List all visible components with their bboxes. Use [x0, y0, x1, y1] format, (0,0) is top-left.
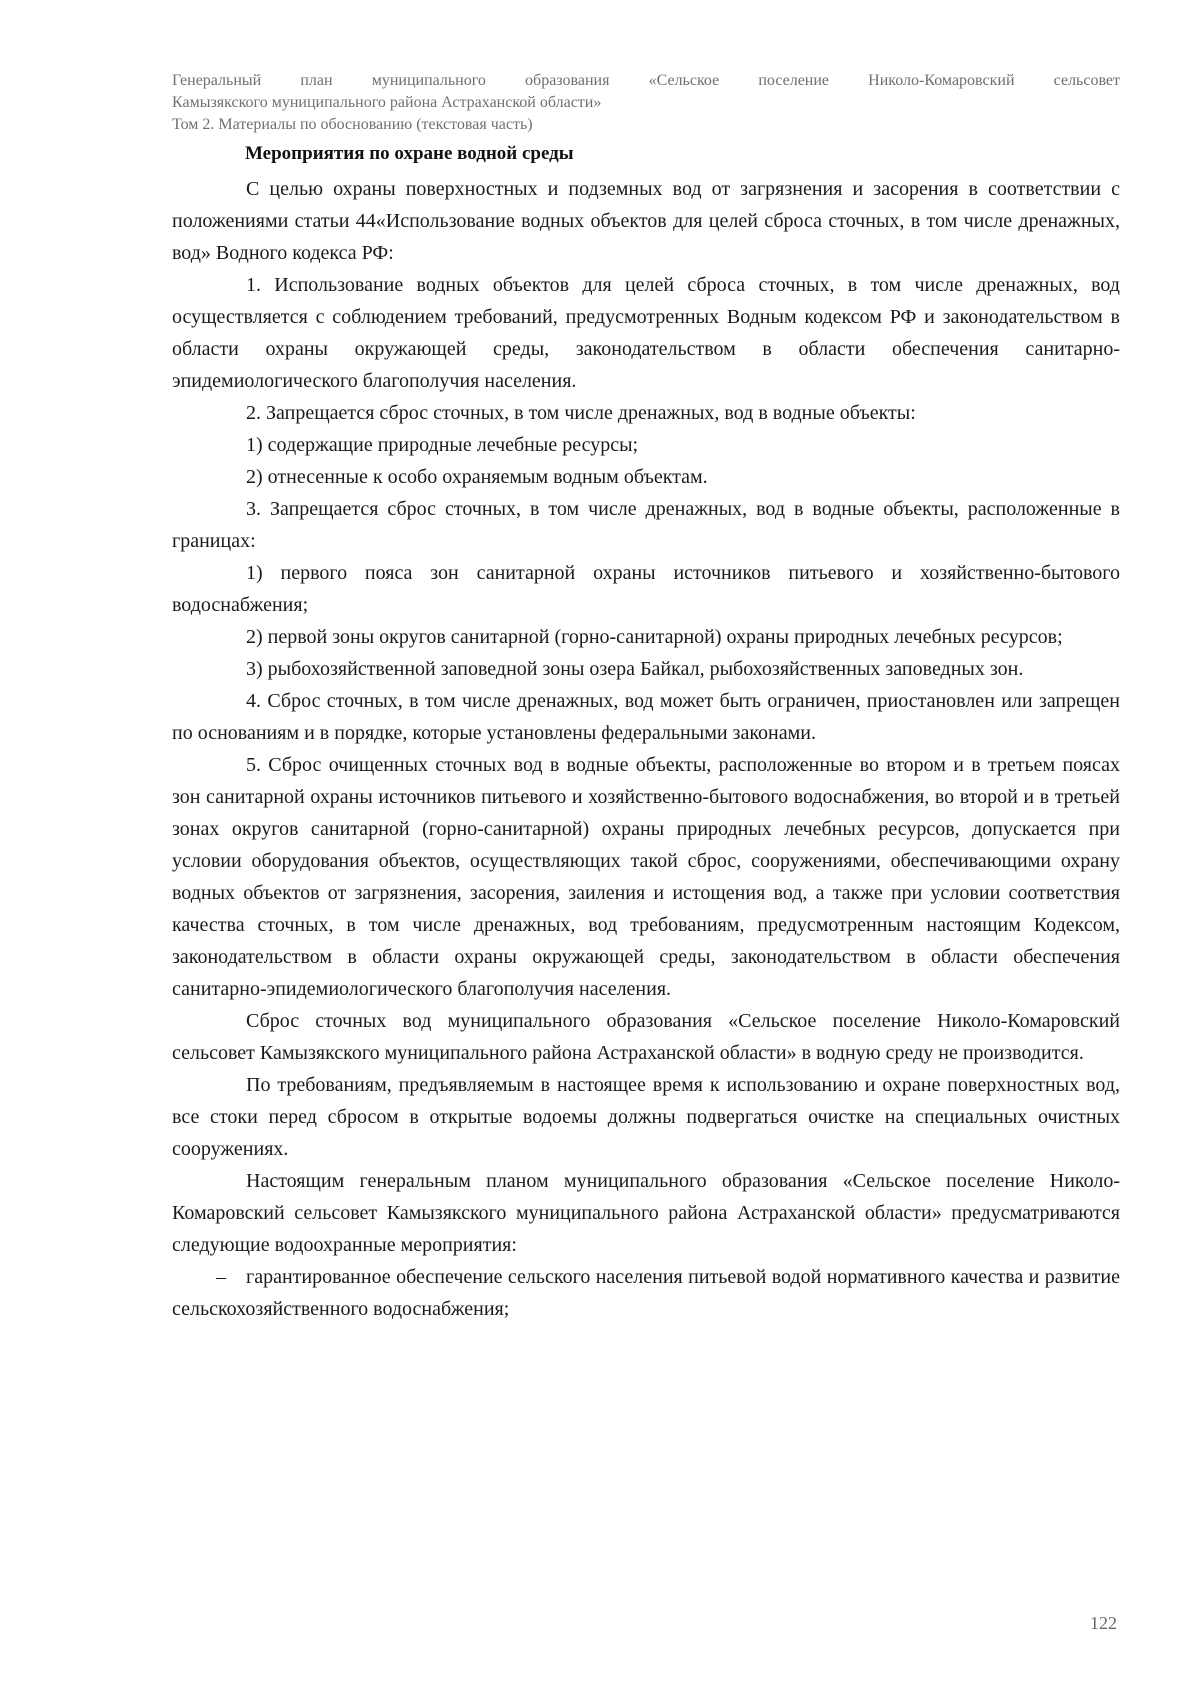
paragraph: 3) рыбохозяйственной заповедной зоны озера Байкал, рыбохозяйственных заповедных зон. — [246, 658, 1024, 680]
paragraph: 2) первой зоны округов санитарной (горно-санитарной) охраны природных лечебных ресурсов; — [246, 626, 1063, 648]
paragraph: Настоящим генеральным планом муниципального образования «Сельское поселение Николо-Комаровский сельсовет Камызякского муниципального района Астраханской области» предусматриваются следующие водоохранные мероприятия: — [172, 1170, 1120, 1256]
paragraph: 3. Запрещается сброс сточных, в том числе дренажных, вод в водные объекты, расположенные в границах: — [172, 498, 1120, 552]
list-item — [172, 1261, 1120, 1325]
running-header — [172, 70, 1120, 136]
section-title: Мероприятия по охране водной среды — [245, 143, 574, 164]
paragraph: 4. Сброс сточных, в том числе дренажных, вод может быть ограничен, приостановлен или запрещен по основаниям и в порядке, которые установлены федеральными законами. — [172, 690, 1120, 744]
paragraph: 1) содержащие природные лечебные ресурсы; — [246, 434, 639, 456]
page-number: 122 — [1090, 1613, 1117, 1633]
list-item-text: гарантированное обеспечение сельского населения питьевой водой нормативного качества и развитие сельскохозяйственного водоснабжения; — [172, 1266, 1120, 1320]
header-line-1: Генеральный план муниципального образования «Сельское поселение Николо-Комаровский сельсовет — [172, 72, 1120, 89]
paragraph: 1. Использование водных объектов для целей сброса сточных, в том числе дренажных, вод осуществляется с соблюдением требований, предусмотренных Водным кодексом РФ и законодательством в области охраны окружающей среды, законодательством в области обеспечения санитарно-эпидемиологического благополучия населения. — [172, 274, 1120, 392]
dash-bullet: – — [216, 1266, 226, 1288]
paragraph: 2) отнесенные к особо охраняемым водным объектам. — [246, 466, 708, 488]
paragraph: 5. Сброс очищенных сточных вод в водные объекты, расположенные во втором и в третьем поясах зон санитарной охраны источников питьевого и хозяйственно-бытового водоснабжения, во второй и в третьей зонах округов санитарной (горно-санитарной) охраны природных лечебных ресурсов, допускается при условии оборудования объектов, осуществляющих такой сброс, сооружениями, обеспечивающими охрану водных объектов от загрязнения, засорения, заиления и истощения вод, а также при условии соответствия качества сточных, в том числе дренажных, вод требованиям, предусмотренным настоящим Кодексом, законодательством в области охраны окружающей среды, законодательством в области обеспечения санитарно-эпидемиологического благополучия населения. — [172, 754, 1120, 1000]
header-line-3: Том 2. Материалы по обоснованию (текстовая часть) — [172, 116, 533, 133]
paragraph: По требованиям, предъявляемым в настоящее время к использованию и охране поверхностных вод, все стоки перед сбросом в открытые водоемы должны подвергаться очистке на специальных очистных сооружениях. — [172, 1074, 1120, 1160]
paragraph: 2. Запрещается сброс сточных, в том числе дренажных, вод в водные объекты: — [246, 402, 916, 424]
body-text — [172, 173, 1120, 1325]
paragraph: С целью охраны поверхностных и подземных вод от загрязнения и засорения в соответствии с положениями статьи 44«Использование водных объектов для целей сброса сточных, в том числе дренажных, вод» Водного кодекса РФ: — [172, 178, 1120, 264]
paragraph: Сброс сточных вод муниципального образования «Сельское поселение Николо-Комаровский сельсовет Камызякского муниципального района Астраханской области» в водную среду не производится. — [172, 1010, 1120, 1064]
paragraph: 1) первого пояса зон санитарной охраны источников питьевого и хозяйственно-бытового водоснабжения; — [172, 562, 1120, 616]
header-line-2: Камызякского муниципального района Астраханской области» — [172, 94, 602, 111]
